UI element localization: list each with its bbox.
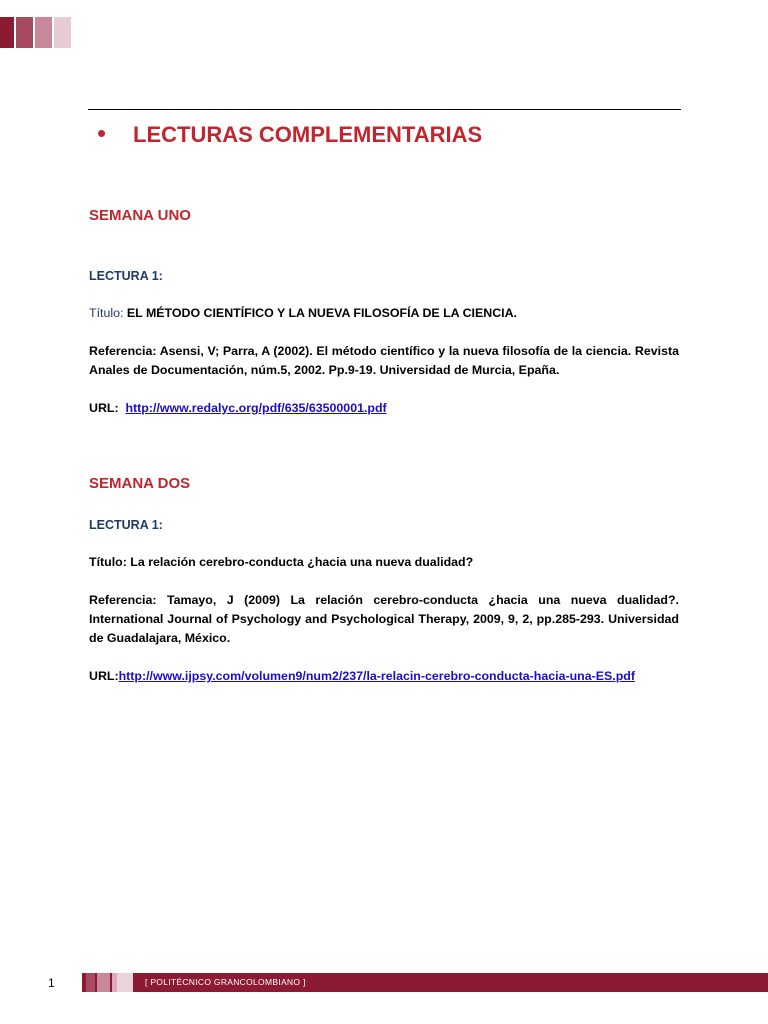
footer-decoration-square (117, 973, 133, 992)
week-two-url (89, 667, 664, 686)
header-decoration-square (0, 17, 14, 48)
header-decoration-square (16, 17, 33, 48)
top-rule (88, 109, 681, 110)
week-one-reading-label: LECTURA 1: (89, 269, 163, 283)
footer-brand-text: [ POLITÉCNICO GRANCOLOMBIANO ] (145, 977, 306, 987)
footer-decoration-square (86, 973, 95, 992)
url-label: URL: (89, 401, 119, 415)
header-decoration-square (54, 17, 71, 48)
header-decoration-square (35, 17, 52, 48)
week-two-title: Título: La relación cerebro-conducta ¿hacia una nueva dualidad? (89, 555, 474, 569)
week-one-heading: SEMANA UNO (89, 207, 191, 224)
title-prefix: Título: (89, 306, 124, 320)
week-two-reading-label: LECTURA 1: (89, 518, 163, 532)
week-two-reference: Referencia: Tamayo, J (2009) La relación cerebro-conducta ¿hacia una nueva dualidad?. International Journal of Psychology and Psychological Therapy, 2009, 9, 2, pp.285-293. Universidad de Guadalajara, México. (89, 593, 679, 645)
url-label: URL: (89, 669, 119, 683)
week-one-url-link[interactable]: http://www.redalyc.org/pdf/635/63500001.pdf (125, 401, 387, 415)
week-one-title (89, 304, 679, 323)
week-one-url (89, 399, 679, 418)
week-one-reference: Referencia: Asensi, V; Parra, A (2002). El método científico y la nueva filosofía de la ciencia. Revista Anales de Documentación, núm.5, 2002. Pp.9-19. Universidad de Murcia, Epaña. (89, 344, 679, 377)
reading-title: EL MÉTODO CIENTÍFICO Y LA NUEVA FILOSOFÍA DE LA CIENCIA. (126, 306, 517, 320)
week-two-heading: SEMANA DOS (89, 475, 191, 492)
page-number: 1 (48, 976, 55, 990)
page-title: LECTURAS COMPLEMENTARIAS (133, 122, 483, 147)
footer-decoration-square (97, 973, 110, 992)
bullet-icon: • (97, 118, 107, 148)
week-two-url-link[interactable]: http://www.ijpsy.com/volumen9/num2/237/la-relacin-cerebro-conducta-hacia-una-ES.pdf (118, 669, 635, 683)
